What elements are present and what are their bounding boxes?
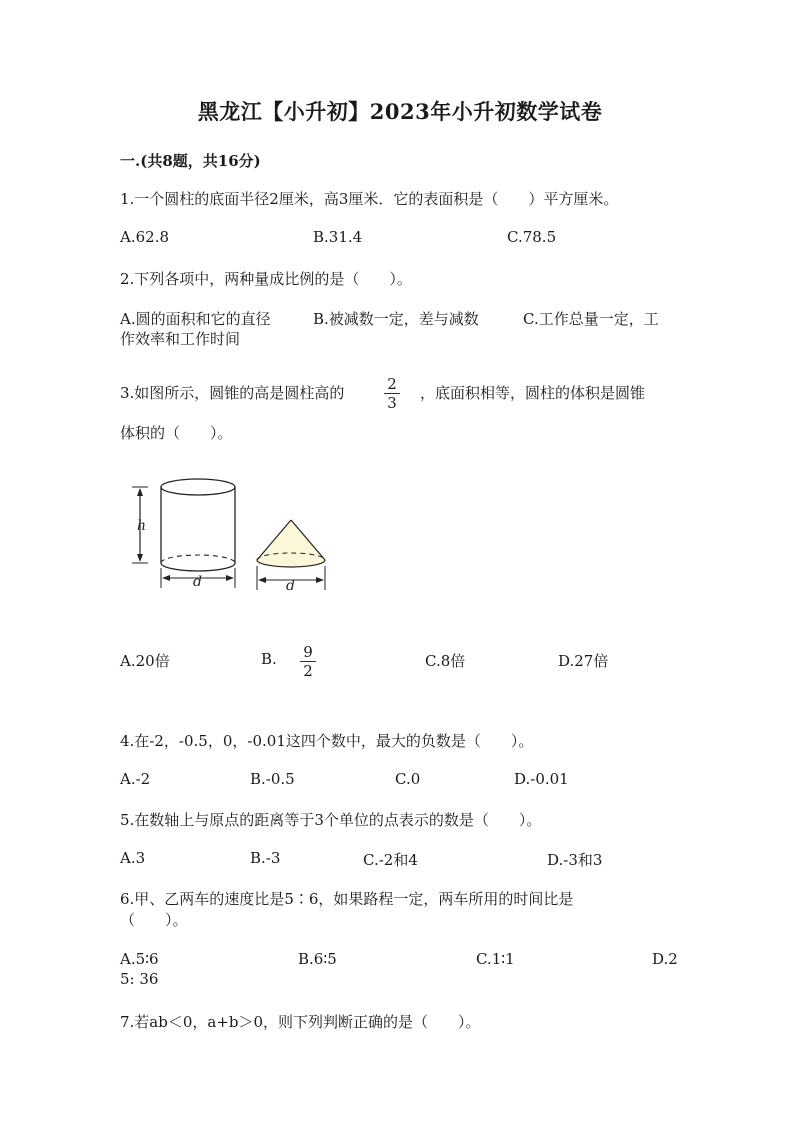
q4-option-c: C.0 — [395, 770, 421, 788]
q6-option-c: C.1∶1 — [476, 950, 515, 968]
q3-option-c: C.8倍 — [425, 652, 466, 670]
cylinder-bottom-back — [161, 555, 235, 563]
d2-arrow-right — [316, 577, 324, 583]
question-4: 4.在-2，-0.5，0，-0.01这四个数中，最大的负数是（ ）。 — [120, 732, 534, 750]
d1-arrow-left — [162, 575, 170, 581]
q3-option-b: B. — [261, 650, 277, 668]
page-title: 黑龙江【小升初】2023年小升初数学试卷 — [197, 99, 603, 124]
q3-option-b-fraction — [298, 643, 318, 680]
q1-option-b: B.31.4 — [313, 228, 363, 246]
q3-fraction-denominator: 3 — [387, 394, 397, 412]
question-3-continued: ，底面积相等，圆柱的体积是圆锥 — [420, 384, 646, 402]
q6-option-d: D.2 — [652, 950, 678, 968]
question-7: 7.若ab＜0，a+b＞0，则下列判断正确的是（ ）。 — [120, 1013, 481, 1031]
q3-option-b-numerator: 9 — [303, 643, 313, 661]
q6-option-b: B.6∶5 — [298, 950, 337, 968]
question-5: 5.在数轴上与原点的距离等于3个单位的点表示的数是（ ）。 — [120, 811, 542, 829]
q5-option-d: D.-3和3 — [547, 851, 603, 869]
question-6: 6.甲、乙两车的速度比是5∶6，如果路程一定，两车所用的时间比是 — [120, 890, 574, 908]
question-1: 1.一个圆柱的底面半径2厘米，高3厘米．它的表面积是（ ）平方厘米。 — [120, 190, 619, 208]
d1-label: d — [193, 574, 202, 590]
q5-option-a: A.3 — [120, 849, 146, 867]
q3-option-d: D.27倍 — [558, 652, 609, 670]
h-arrow-down — [137, 554, 143, 562]
q3-option-b-denominator: 2 — [303, 662, 313, 680]
q1-option-c: C.78.5 — [507, 228, 557, 246]
question-6-line2: （ ）。 — [120, 911, 188, 929]
q6-option-a: A.5∶6 — [120, 950, 159, 968]
question-3-line2: 体积的（ ）。 — [120, 424, 233, 442]
q2-option-c-continued: 作效率和工作时间 — [120, 330, 241, 348]
cylinder-bottom-front — [161, 563, 235, 571]
q5-option-c: C.-2和4 — [363, 851, 418, 869]
figure-svg — [126, 470, 346, 600]
q3-fraction-numerator: 2 — [387, 375, 397, 393]
q3-option-a: A.20倍 — [120, 652, 170, 670]
q6-option-d-continued: 5: 36 — [120, 970, 159, 988]
question-3: 3.如图所示，圆锥的高是圆柱高的 — [120, 384, 345, 402]
question-2: 2.下列各项中，两种量成比例的是（ ）。 — [120, 270, 412, 288]
cylinder-top — [161, 479, 235, 495]
q2-option-a: A.圆的面积和它的直径 — [120, 310, 271, 328]
q4-option-a: A.-2 — [120, 770, 151, 788]
d2-arrow-left — [258, 577, 266, 583]
h-arrow-up — [137, 488, 143, 496]
q1-option-a: A.62.8 — [120, 228, 169, 246]
q5-option-b: B.-3 — [250, 849, 281, 867]
cylinder-cone-figure — [126, 470, 346, 600]
d2-label: d — [286, 578, 295, 594]
q2-option-b: B.被减数一定，差与减数 — [313, 310, 479, 328]
h-label: h — [137, 518, 147, 534]
q4-option-b: B.-0.5 — [250, 770, 295, 788]
section-heading: 一.(共8题，共16分) — [120, 152, 261, 170]
q2-option-c: C.工作总量一定，工 — [523, 310, 659, 328]
q4-option-d: D.-0.01 — [514, 770, 569, 788]
q3-fraction — [382, 375, 402, 412]
d1-arrow-right — [226, 575, 234, 581]
